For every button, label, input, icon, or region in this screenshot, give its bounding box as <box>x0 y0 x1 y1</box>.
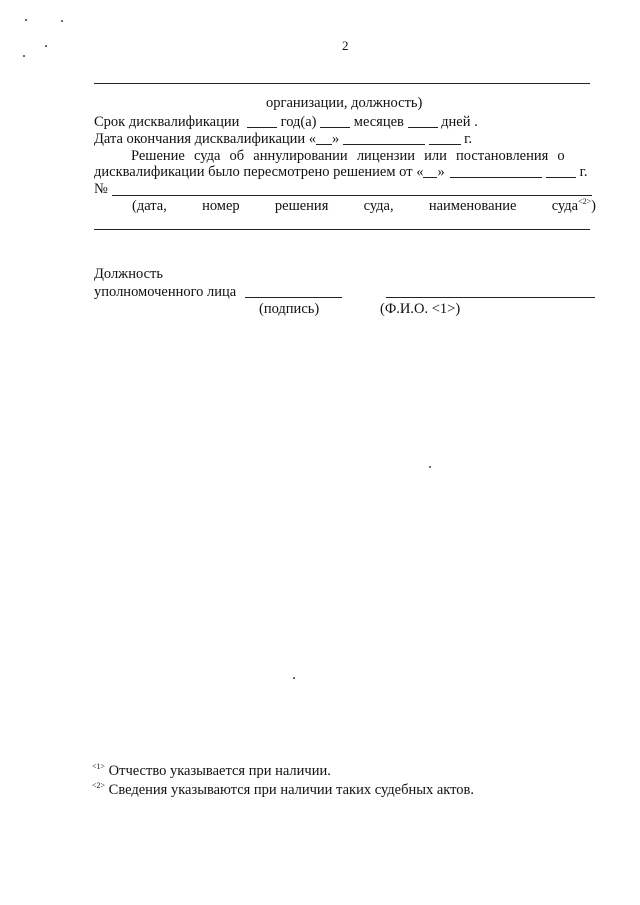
term-line <box>94 114 478 130</box>
months-label: месяцев <box>353 114 404 130</box>
scan-speck <box>25 19 27 21</box>
signature-blank-line <box>245 297 342 298</box>
number-sign: № <box>94 181 108 197</box>
caption-word: наименование <box>428 198 517 214</box>
footnote-ref: <2> <box>578 197 592 206</box>
days-label: дней . <box>441 114 478 130</box>
year-suffix: г. <box>579 164 588 180</box>
footnote-2 <box>92 782 474 798</box>
caption-word: суда, <box>363 198 394 214</box>
signature-caption: (подпись) <box>259 301 320 317</box>
days-blank <box>408 115 438 128</box>
decision-day-blank <box>423 165 437 178</box>
year-suffix: г. <box>464 131 473 147</box>
year-label: год(а) <box>280 114 317 130</box>
month-blank <box>343 132 425 145</box>
decision-month-blank <box>450 165 542 178</box>
decision-line-1 <box>131 148 597 164</box>
organization-caption: организации, должность) <box>266 95 423 111</box>
term-label: Срок дисквалификации <box>94 114 240 130</box>
official-label: уполномоченного лица <box>94 284 237 300</box>
end-date-line <box>94 131 472 147</box>
decision-text-2: дисквалификации было пересмотрено решением от « <box>94 164 424 180</box>
footnote-text: Отчество указывается при наличии. <box>108 763 331 779</box>
number-blank-line <box>112 195 592 196</box>
caption-word-last <box>552 198 596 214</box>
position-label: Должность <box>94 266 163 282</box>
decision-line-2 <box>94 164 597 180</box>
name-caption: (Ф.И.О. <1>) <box>380 301 461 317</box>
footnote-1 <box>92 763 331 779</box>
court-caption <box>132 198 596 214</box>
footnote-marker: <2> <box>92 781 106 790</box>
footnote-marker: <1> <box>92 762 106 771</box>
quote-close: » <box>332 131 340 147</box>
court-blank-line <box>94 229 590 230</box>
scan-speck <box>293 677 295 679</box>
months-blank <box>320 115 350 128</box>
name-blank-line <box>386 297 595 298</box>
page-number: 2 <box>342 38 349 53</box>
caption-word: суда <box>551 198 579 214</box>
end-date-label: Дата окончания дисквалификации « <box>94 131 317 147</box>
decision-year-blank <box>546 165 576 178</box>
scan-speck <box>429 466 431 468</box>
scan-speck <box>23 55 25 57</box>
year-blank <box>429 132 461 145</box>
decision-text-1: Решение суда об аннулировании лицензии или постановления о <box>131 148 565 164</box>
caption-word: решения <box>274 198 329 214</box>
caption-close: ) <box>591 198 596 214</box>
day-blank <box>316 132 332 145</box>
caption-word: номер <box>202 198 240 214</box>
years-blank <box>247 115 277 128</box>
organization-blank-line <box>94 83 590 84</box>
quote-close: » <box>437 164 445 180</box>
footnote-text: Сведения указываются при наличии таких судебных актов. <box>108 782 475 798</box>
scan-speck <box>61 20 63 22</box>
scan-speck <box>45 45 47 47</box>
caption-word: (дата, <box>132 198 167 214</box>
